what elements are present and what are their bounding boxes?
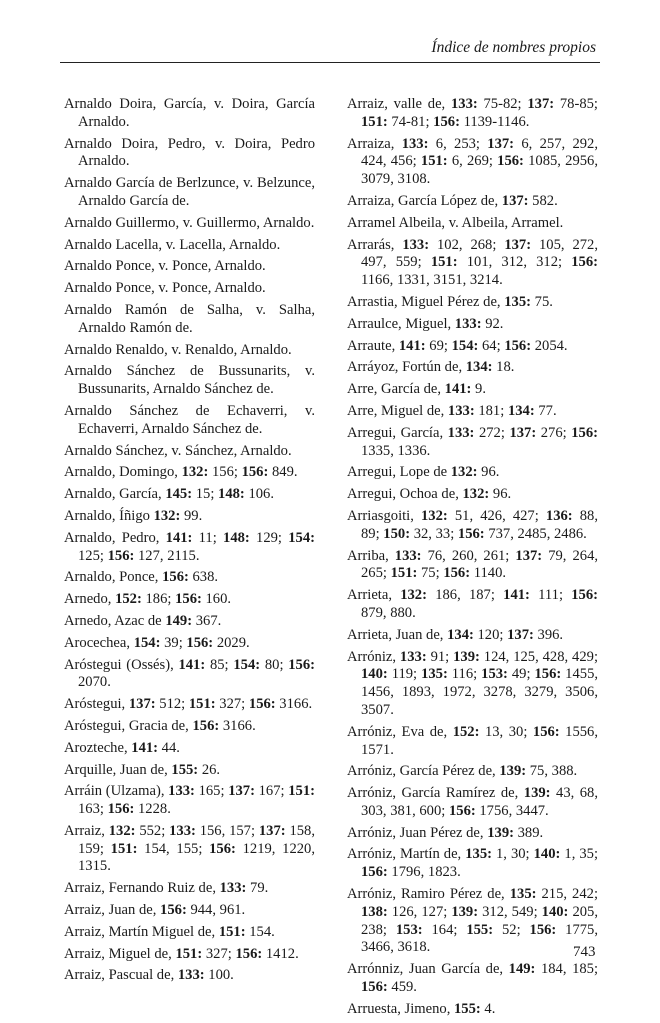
index-entry: Aróstegui, Gracia de, 156: 3166.: [64, 717, 256, 734]
index-entry: Arnaldo, Ponce, 156: 638.: [64, 569, 219, 586]
index-entry: Arrarás, 133: 102, 268; 137: 105, 272, 497, 559; 151: 101, 312, 312; 156: 1166, 1331, 3151, 3214.: [347, 236, 599, 289]
index-entry: Arraute, 141: 69; 154: 64; 156: 2054.: [347, 337, 568, 354]
index-entry: Arráin (Ulzama), 133: 165; 137: 167; 151: 163; 156: 1228.: [64, 783, 315, 818]
index-entry: Arróniz, Juan Pérez de, 139: 389.: [347, 824, 544, 841]
index-entry: Arraiz, Pascual de, 133: 100.: [64, 967, 234, 984]
index-entry: Arocechea, 154: 39; 156: 2029.: [64, 634, 250, 651]
index-entry: Arnaldo Lacella, v. Lacella, Arnaldo.: [64, 236, 281, 253]
index-entry: Arozteche, 141: 44.: [64, 739, 180, 756]
index-entry: Arriba, 133: 76, 260, 261; 137: 79, 264, 265; 151: 75; 156: 1140.: [347, 547, 599, 582]
index-entry: Arraiz, Juan de, 156: 944, 961.: [64, 902, 246, 919]
index-entry: Arraiza, García López de, 137: 582.: [347, 192, 558, 209]
index-entry: Arróniz, Martín de, 135: 1, 30; 140: 1, 35; 156: 1796, 1823.: [347, 846, 599, 881]
index-entry: Arre, García de, 141: 9.: [347, 381, 486, 398]
page-number: 743: [573, 944, 596, 960]
index-entry: Arnaldo Doira, García, v. Doira, García Arnaldo.: [64, 96, 315, 130]
index-entry: Arnaldo García de Berlzunce, v. Belzunce, Arnaldo García de.: [64, 175, 315, 209]
index-entry: Arraulce, Miguel, 133: 92.: [347, 315, 504, 332]
index-entry: Arróniz, Eva de, 152: 13, 30; 156: 1556, 1571.: [347, 723, 599, 758]
index-column-right: [347, 96, 598, 1023]
index-entry: Arróniz, Ramiro Pérez de, 135: 215, 242; 138: 126, 127; 139: 312, 549; 140: 205, 238; 153: 164; 155: 52; 156: 1775, 3466, 3618.: [347, 886, 599, 956]
index-entry: Arraiz, Miguel de, 151: 327; 156: 1412.: [64, 945, 299, 962]
index-entry: Arraiza, 133: 6, 253; 137: 6, 257, 292, 424, 456; 151: 6, 269; 156: 1085, 2956, 3079, 3108.: [347, 135, 598, 188]
index-entry: Arnedo, Azac de 149: 367.: [64, 612, 222, 629]
index-entry: Arnaldo Ramón de Salha, v. Salha, Arnaldo Ramón de.: [64, 301, 315, 336]
index-entry: Aróstegui, 137: 512; 151: 327; 156: 3166.: [64, 696, 313, 713]
index-column-left: [64, 96, 315, 989]
index-entry: Arnaldo Ponce, v. Ponce, Arnaldo.: [64, 258, 266, 275]
index-entry: Aróstegui (Ossés), 141: 85; 154: 80; 156: 2070.: [64, 656, 315, 691]
index-entry: Arquille, Juan de, 155: 26.: [64, 761, 221, 778]
index-entry: Arróniz, García Ramírez de, 139: 43, 68, 303, 381, 600; 156: 1756, 3447.: [347, 785, 599, 819]
index-entry: Arnaldo Sánchez, v. Sánchez, Arnaldo.: [64, 442, 292, 459]
index-entry: Arriasgoiti, 132: 51, 426, 427; 136: 88, 89; 150: 32, 33; 156: 737, 2485, 2486.: [347, 507, 598, 542]
index-entry: Arnaldo, Domingo, 132: 156; 156: 849.: [64, 464, 298, 481]
index-entry: Arróniz, 133: 91; 139: 124, 125, 428, 429; 140: 119; 135: 116; 153: 49; 156: 1455, 1456, 1893, 1972, 3278, 3279, 3506, 3507.: [347, 648, 599, 718]
index-entry: Arraiz, Fernando Ruiz de, 133: 79.: [64, 880, 269, 897]
index-entry: Arnaldo Doira, Pedro, v. Doira, Pedro Arnaldo.: [64, 135, 315, 170]
header-rule: [60, 62, 600, 63]
index-entry: Arregui, Ochoa de, 132: 96.: [347, 486, 512, 503]
index-entry: Arnaldo Sánchez de Echaverri, v. Echaverri, Arnaldo Sánchez de.: [64, 402, 315, 437]
index-entry: Arrónniz, Juan García de, 149: 184, 185; 156: 459.: [347, 961, 599, 996]
index-entry: Arráyoz, Fortún de, 134: 18.: [347, 359, 515, 376]
index-entry: Arnaldo Sánchez de Bussunarits, v. Bussunarits, Arnaldo Sánchez de.: [64, 363, 315, 398]
index-entry: Arruesta, Jimeno, 155: 4.: [347, 1000, 496, 1017]
index-entry: Arrieta, Juan de, 134: 120; 137: 396.: [347, 626, 564, 643]
index-entry: Arnedo, 152: 186; 156: 160.: [64, 591, 232, 608]
index-entry: Arregui, García, 133: 272; 137: 276; 156: 1335, 1336.: [347, 424, 598, 459]
index-entry: Arróniz, García Pérez de, 139: 75, 388.: [347, 763, 578, 780]
index-entry: Arnaldo Ponce, v. Ponce, Arnaldo.: [64, 280, 266, 297]
running-head: Índice de nombres propios: [431, 39, 596, 56]
index-entry: Arnaldo, Íñigo 132: 99.: [64, 507, 203, 524]
index-entry: Arraiz, Martín Miguel de, 151: 154.: [64, 923, 275, 940]
index-entry: Arrastia, Miguel Pérez de, 135: 75.: [347, 293, 553, 310]
index-entry: Arregui, Lope de 132: 96.: [347, 464, 500, 481]
index-entry: Arre, Miguel de, 133: 181; 134: 77.: [347, 402, 557, 419]
index-entry: Arramel Albeila, v. Albeila, Arramel.: [347, 214, 564, 231]
index-entry: Arraiz, valle de, 133: 75-82; 137: 78-85; 151: 74-81; 156: 1139-1146.: [347, 96, 598, 130]
index-entry: Arnaldo, García, 145: 15; 148: 106.: [64, 486, 274, 503]
index-entry: Arnaldo Guillermo, v. Guillermo, Arnaldo.: [64, 214, 315, 231]
index-entry: Arnaldo Renaldo, v. Renaldo, Arnaldo.: [64, 341, 292, 358]
index-entry: Arnaldo, Pedro, 141: 11; 148: 129; 154: 125; 156: 127, 2115.: [64, 529, 315, 564]
index-entry: Arrieta, 132: 186, 187; 141: 111; 156: 879, 880.: [347, 587, 598, 621]
index-entry: Arraiz, 132: 552; 133: 156, 157; 137: 158, 159; 151: 154, 155; 156: 1219, 1220, 1315.: [64, 822, 315, 875]
